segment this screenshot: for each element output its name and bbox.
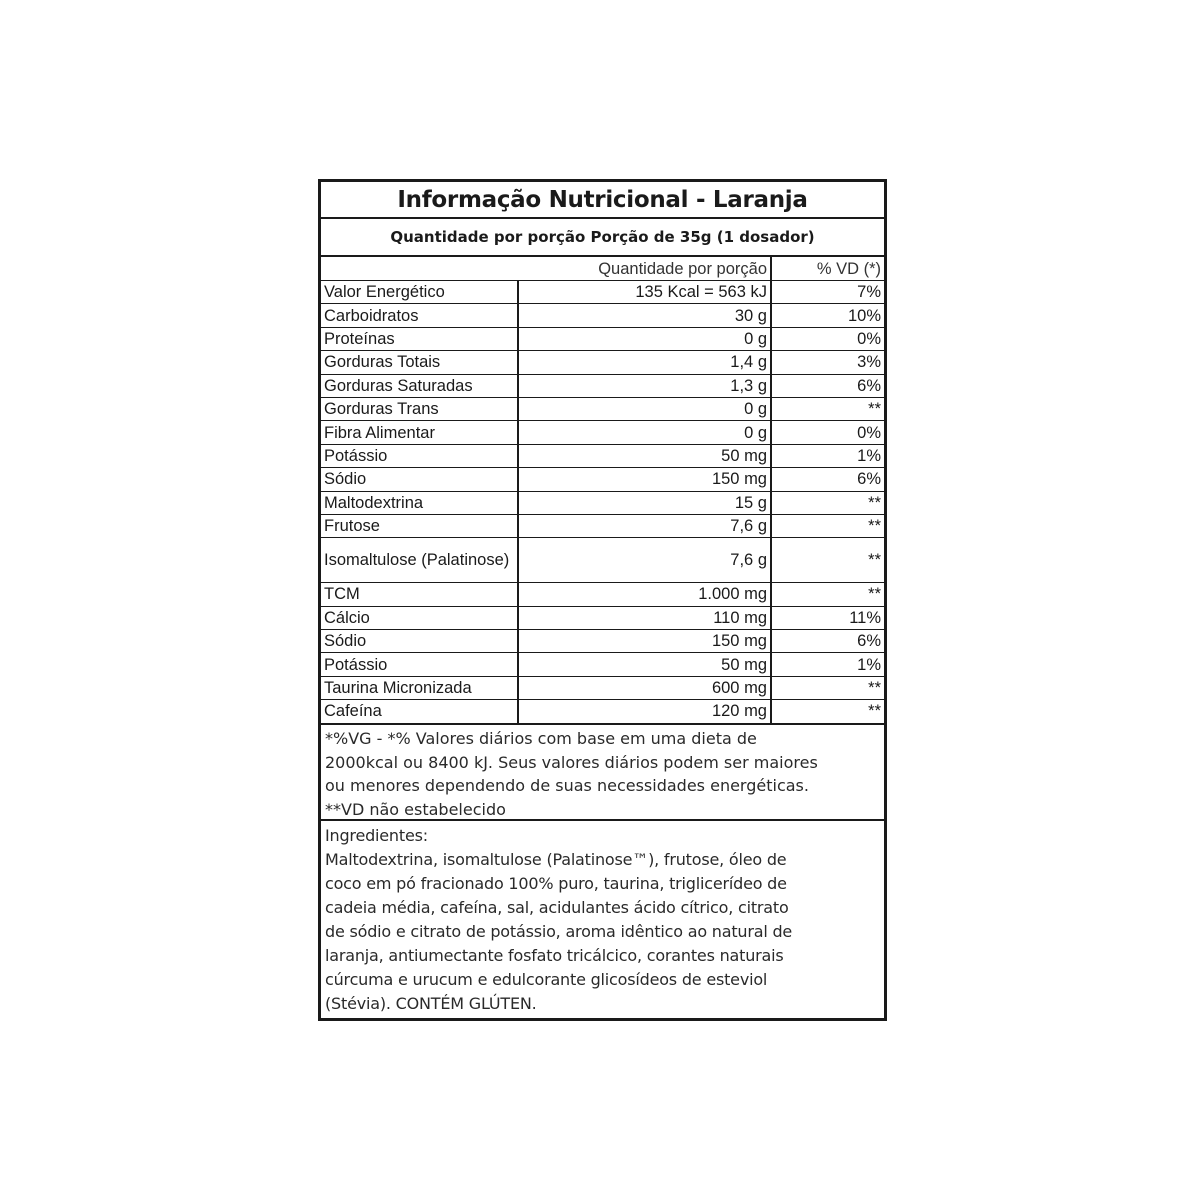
table-row xyxy=(321,444,884,467)
nutrient-daily-value: 0% xyxy=(771,421,884,444)
table-row xyxy=(321,491,884,514)
nutrient-name: Carboidratos xyxy=(321,304,518,327)
nutrient-quantity: 0 g xyxy=(518,397,771,420)
header-quantity: Quantidade por porção xyxy=(598,259,767,278)
table-row xyxy=(321,374,884,397)
nutrient-daily-value: ** xyxy=(771,538,884,583)
nutrition-label xyxy=(318,179,887,1021)
ingredients-line: laranja, antiumectante fosfato tricálcico, corantes naturais xyxy=(325,946,784,965)
nutrition-table xyxy=(321,257,884,725)
nutrient-daily-value: ** xyxy=(771,676,884,699)
nutrient-name: Potássio xyxy=(321,444,518,467)
daily-value-footnote xyxy=(321,727,884,821)
ingredients-section xyxy=(321,819,884,1018)
nutrient-quantity: 110 mg xyxy=(518,606,771,629)
nutrient-daily-value: ** xyxy=(771,700,884,724)
nutrient-quantity: 600 mg xyxy=(518,676,771,699)
nutrient-quantity: 135 Kcal = 563 kJ xyxy=(518,281,771,304)
footnote-line: ou menores dependendo de suas necessidades energéticas. xyxy=(325,776,809,795)
ingredients-line: coco em pó fracionado 100% puro, taurina, triglicerídeo de xyxy=(325,874,787,893)
table-row xyxy=(321,700,884,724)
footnote-line: *%VG - *% Valores diários com base em uma dieta de xyxy=(325,729,757,748)
nutrient-name: Isomaltulose (Palatinose) xyxy=(321,538,518,583)
ingredients-line: Maltodextrina, isomaltulose (Palatinose™), frutose, óleo de xyxy=(325,850,787,869)
nutrient-name: Sódio xyxy=(321,630,518,653)
nutrient-daily-value: 1% xyxy=(771,653,884,676)
nutrient-name: Sódio xyxy=(321,468,518,491)
nutrient-daily-value: 6% xyxy=(771,468,884,491)
table-row xyxy=(321,468,884,491)
nutrient-quantity: 150 mg xyxy=(518,468,771,491)
footnote-line: **VD não estabelecido xyxy=(325,799,506,819)
ingredients-heading: Ingredientes: xyxy=(325,826,428,845)
nutrient-quantity: 1,3 g xyxy=(518,374,771,397)
nutrient-daily-value: 3% xyxy=(771,351,884,374)
nutrient-quantity: 0 g xyxy=(518,327,771,350)
serving-size: Quantidade por porção Porção de 35g (1 dosador) xyxy=(321,219,884,257)
nutrient-daily-value: 0% xyxy=(771,327,884,350)
nutrient-quantity: 50 mg xyxy=(518,653,771,676)
nutrient-name: Cálcio xyxy=(321,606,518,629)
table-row xyxy=(321,583,884,606)
nutrient-name: Valor Energético xyxy=(321,281,518,304)
ingredients-line: de sódio e citrato de potássio, aroma idêntico ao natural de xyxy=(325,922,793,941)
nutrient-name: Gorduras Totais xyxy=(321,351,518,374)
nutrient-name: Frutose xyxy=(321,514,518,537)
table-row xyxy=(321,351,884,374)
table-row xyxy=(321,421,884,444)
nutrient-name: Fibra Alimentar xyxy=(321,421,518,444)
table-row xyxy=(321,281,884,304)
table-row xyxy=(321,653,884,676)
ingredients-line: cadeia média, cafeína, sal, acidulantes ácido cítrico, citrato xyxy=(325,898,789,917)
nutrient-daily-value: 7% xyxy=(771,281,884,304)
nutrient-quantity: 150 mg xyxy=(518,630,771,653)
table-row xyxy=(321,538,884,583)
nutrient-name: Potássio xyxy=(321,653,518,676)
table-header-row xyxy=(321,257,884,281)
table-row xyxy=(321,676,884,699)
header-nutrient xyxy=(321,257,518,281)
nutrient-name: Proteínas xyxy=(321,327,518,350)
nutrient-quantity: 15 g xyxy=(518,491,771,514)
table-row xyxy=(321,397,884,420)
label-title: Informação Nutricional - Laranja xyxy=(321,182,884,219)
ingredients-line: (Stévia). CONTÉM GLÚTEN. xyxy=(325,994,537,1013)
nutrient-quantity: 120 mg xyxy=(518,700,771,724)
table-row xyxy=(321,514,884,537)
footnote-line: 2000kcal ou 8400 kJ. Seus valores diários podem ser maiores xyxy=(325,752,818,772)
nutrient-daily-value: 1% xyxy=(771,444,884,467)
nutrient-quantity: 0 g xyxy=(518,421,771,444)
nutrient-daily-value: 11% xyxy=(771,606,884,629)
nutrient-daily-value: ** xyxy=(771,514,884,537)
ingredients-line: cúrcuma e urucum e edulcorante glicosídeos de esteviol xyxy=(325,970,768,989)
nutrient-name: Taurina Micronizada xyxy=(321,676,518,699)
nutrient-quantity: 1,4 g xyxy=(518,351,771,374)
nutrient-quantity: 7,6 g xyxy=(518,514,771,537)
nutrient-daily-value: 10% xyxy=(771,304,884,327)
nutrient-name: Gorduras Saturadas xyxy=(321,374,518,397)
nutrient-name: Gorduras Trans xyxy=(321,397,518,420)
table-row xyxy=(321,606,884,629)
nutrient-daily-value: ** xyxy=(771,397,884,420)
table-row xyxy=(321,304,884,327)
header-daily-value: % VD (*) xyxy=(771,257,884,281)
nutrient-name: Maltodextrina xyxy=(321,491,518,514)
nutrient-daily-value: ** xyxy=(771,491,884,514)
nutrient-daily-value: ** xyxy=(771,583,884,606)
nutrient-daily-value: 6% xyxy=(771,374,884,397)
nutrient-quantity: 50 mg xyxy=(518,444,771,467)
nutrient-quantity: 7,6 g xyxy=(518,538,771,583)
nutrient-name: Cafeína xyxy=(321,700,518,724)
nutrient-name: TCM xyxy=(321,583,518,606)
table-row xyxy=(321,630,884,653)
nutrient-quantity: 1.000 mg xyxy=(518,583,771,606)
nutrient-quantity: 30 g xyxy=(518,304,771,327)
table-row xyxy=(321,327,884,350)
nutrient-daily-value: 6% xyxy=(771,630,884,653)
